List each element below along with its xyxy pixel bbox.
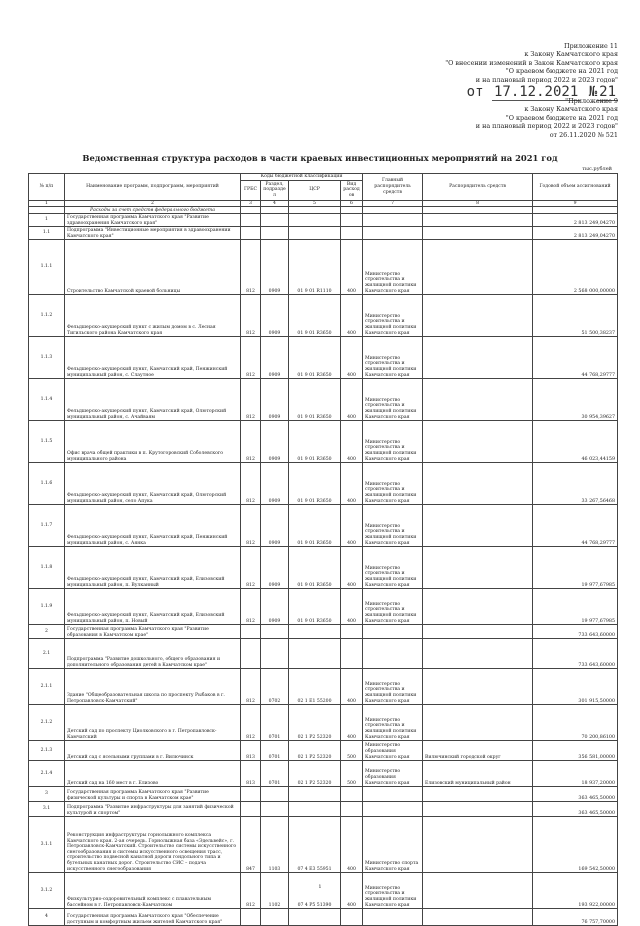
row-gr: [363, 802, 423, 817]
row-name: Государственная программа Камчатского края "Обеспечение доступным и комфортным жильем жителей Камчатского края": [65, 909, 241, 926]
row-name: Фельдшерско-акушерский пункт, Камчатский край, Олюторский муниципальный район, село Апука: [65, 463, 241, 505]
date-prefix: от: [466, 84, 484, 100]
row-num: 2.1.3: [29, 741, 65, 761]
row-csr: 01 9 01 R3650: [289, 421, 341, 463]
row-grbs: 812: [241, 463, 261, 505]
row-csr: 01 9 01 R3650: [289, 337, 341, 379]
row-volume: 70 200,86100: [533, 705, 618, 741]
row-grbs: 812: [241, 337, 261, 379]
row-gr: Министерство строительства и жилищной политики Камчатского края: [363, 337, 423, 379]
row-volume: 19 977,67985: [533, 589, 618, 625]
col-gr-header: Главный распорядитель средств: [363, 174, 423, 201]
row-csr: [289, 625, 341, 639]
row-recipient: [423, 787, 533, 802]
row-csr: 02 1 P2 52320: [289, 761, 341, 787]
row-csr: 02 1 P2 52320: [289, 705, 341, 741]
row-vid: 400: [341, 817, 363, 873]
row-grbs: 812: [241, 295, 261, 337]
row-grbs: 847: [241, 817, 261, 873]
row-recipient: Елизовский муниципальный район: [423, 761, 533, 787]
row-name: Государственная программа Камчатского края "Развитие здравоохранения Камчатского края": [65, 214, 241, 227]
row-razdel: 0909: [261, 547, 289, 589]
row-gr: Министерство спорта Камчатского края: [363, 817, 423, 873]
header-line: и на плановый период 2022 и 2023 годов": [475, 75, 618, 84]
header-top: [445, 42, 618, 84]
row-volume: 363 465,50000: [533, 787, 618, 802]
col-csr-header: ЦСР: [289, 180, 341, 200]
row-vid: [341, 639, 363, 669]
row-razdel: [261, 787, 289, 802]
row-razdel: [261, 909, 289, 926]
row-csr: 01 9 01 R3650: [289, 547, 341, 589]
row-recipient: [423, 227, 533, 240]
row-gr: Министерство строительства и жилищной политики Камчатского края: [363, 295, 423, 337]
row-csr: 01 9 01 R3650: [289, 505, 341, 547]
col-recipient-header: Распорядитель средств: [423, 174, 533, 201]
table-row: [29, 817, 618, 873]
row-vid: [341, 802, 363, 817]
row-grbs: 813: [241, 761, 261, 787]
row-volume: 733 643,60000: [533, 625, 618, 639]
col-vid-header: Вид расходов: [341, 180, 363, 200]
row-num: 3: [29, 787, 65, 802]
row-razdel: [261, 227, 289, 240]
row-csr: 02 1 P2 52320: [289, 741, 341, 761]
row-volume: 301 915,50000: [533, 669, 618, 705]
row-razdel: 0702: [261, 669, 289, 705]
row-recipient: [423, 625, 533, 639]
row-name: Государственная программа Камчатского края "Развитие образования в Камчатском крае": [65, 625, 241, 639]
table-row: [29, 240, 618, 295]
row-gr: Министерство строительства и жилищной политики Камчатского края: [363, 421, 423, 463]
row-volume: 733 643,60000: [533, 639, 618, 669]
row-num: 1.1.1: [29, 240, 65, 295]
table-row: [29, 421, 618, 463]
row-csr: 01 9 01 R3650: [289, 295, 341, 337]
units-label: тыс.рублей: [582, 166, 612, 172]
row-num: 2.1.2: [29, 705, 65, 741]
table-row: [29, 214, 618, 227]
row-razdel: [261, 802, 289, 817]
row-csr: [289, 787, 341, 802]
row-gr: [363, 639, 423, 669]
row-recipient: Вилючинский городской округ: [423, 741, 533, 761]
row-gr: [363, 787, 423, 802]
row-grbs: [241, 787, 261, 802]
row-volume: 44 768,29777: [533, 337, 618, 379]
row-num: 2.1: [29, 639, 65, 669]
header-line: от 26.11.2020 № 521: [549, 130, 618, 139]
document-number: 21: [599, 84, 616, 100]
number-sign: №: [588, 84, 598, 100]
row-name: Здание "Общеобразовательная школа по проспекту Рыбаков в г. Петропавловск-Камчатский": [65, 669, 241, 705]
row-csr: 01 9 01 R3650: [289, 463, 341, 505]
row-gr: Министерство строительства и жилищной политики Камчатского края: [363, 873, 423, 909]
row-num: 1.1.6: [29, 463, 65, 505]
header-line: и на плановый период 2022 и 2023 годов": [475, 122, 618, 131]
row-vid: 500: [341, 761, 363, 787]
row-name: Фельдшерско-акушерский пункт с жилым домом в с. Лесная Тигильского района Камчатского края: [65, 295, 241, 337]
row-csr: 07 4 P5 51390: [289, 873, 341, 909]
row-volume: 76 757,70000: [533, 909, 618, 926]
row-volume: 44 768,29777: [533, 505, 618, 547]
row-recipient: [423, 214, 533, 227]
row-vid: 400: [341, 295, 363, 337]
row-name: Подпрограмма "Развитие дошкольного, общего образования и дополнительного образования детей в Камчатском крае": [65, 639, 241, 669]
row-csr: 07 4 E3 55951: [289, 817, 341, 873]
row-name: Государственная программа Камчатского края "Развитие физической культуры и спорта в Камчатском крае": [65, 787, 241, 802]
row-gr: Министерство строительства и жилищной политики Камчатского края: [363, 589, 423, 625]
section-row: [29, 207, 618, 214]
row-num: 2.1.1: [29, 669, 65, 705]
row-num: 1.1.4: [29, 379, 65, 421]
row-recipient: [423, 295, 533, 337]
header-line: Приложение 11: [564, 42, 618, 50]
row-gr: Министерство строительства и жилищной политики Камчатского края: [363, 379, 423, 421]
row-num: 3.1.1: [29, 817, 65, 873]
row-grbs: 812: [241, 421, 261, 463]
expenditure-table: [28, 173, 618, 926]
row-grbs: 812: [241, 669, 261, 705]
row-gr: [363, 227, 423, 240]
row-razdel: 1102: [261, 873, 289, 909]
row-volume: 363 465,50000: [533, 802, 618, 817]
row-razdel: 0909: [261, 379, 289, 421]
row-razdel: 0909: [261, 463, 289, 505]
row-razdel: 0909: [261, 589, 289, 625]
row-gr: Министерство строительства и жилищной политики Камчатского края: [363, 505, 423, 547]
row-vid: 400: [341, 379, 363, 421]
row-csr: [289, 909, 341, 926]
table-row: [29, 873, 618, 909]
col-name-header: Наименование программ, подпрограмм, мероприятий: [65, 174, 241, 201]
row-name: Офис врача общей практики в п. Крутогоровский Соболевского муниципального района: [65, 421, 241, 463]
row-volume: 19 977,67985: [533, 547, 618, 589]
row-recipient: [423, 873, 533, 909]
row-name: Строительство Камчатской краевой больницы: [65, 240, 241, 295]
col-razdel-header: Раздел, подраздел: [261, 180, 289, 200]
row-num: 1.1.2: [29, 295, 65, 337]
row-num: 1.1.9: [29, 589, 65, 625]
row-name: Подпрограмма "Развитие инфраструктуры для занятий физической культурой и спортом": [65, 802, 241, 817]
header-line: "Приложение 9: [565, 97, 618, 105]
row-csr: 01 9 01 R1110: [289, 240, 341, 295]
row-recipient: [423, 589, 533, 625]
table-row: [29, 761, 618, 787]
row-name: Подпрограмма "Инвестиционные мероприятия в здравоохранении Камчатского края": [65, 227, 241, 240]
table-row: [29, 625, 618, 639]
row-recipient: [423, 379, 533, 421]
table-row: [29, 802, 618, 817]
table-row: [29, 909, 618, 926]
row-volume: 33 267,56468: [533, 463, 618, 505]
table-row: [29, 505, 618, 547]
col-grbs-header: ГРБС: [241, 180, 261, 200]
row-volume: 2 813 249,04270: [533, 214, 618, 227]
row-razdel: 0701: [261, 741, 289, 761]
table-row: [29, 337, 618, 379]
row-gr: Министерство образования Камчатского края: [363, 741, 423, 761]
row-vid: [341, 909, 363, 926]
row-razdel: 0909: [261, 295, 289, 337]
row-grbs: 812: [241, 240, 261, 295]
row-gr: [363, 625, 423, 639]
row-csr: 02 1 E1 55200: [289, 669, 341, 705]
row-gr: [363, 909, 423, 926]
row-volume: 356 581,00000: [533, 741, 618, 761]
row-recipient: [423, 240, 533, 295]
date-value: 17.12.2021: [493, 84, 579, 100]
row-gr: Министерство строительства и жилищной политики Камчатского края: [363, 240, 423, 295]
row-vid: 400: [341, 589, 363, 625]
row-razdel: 0701: [261, 761, 289, 787]
col-number: 3: [241, 200, 261, 207]
row-vid: 400: [341, 547, 363, 589]
col-number: 1: [29, 200, 65, 207]
col-num-header: № п/п: [29, 174, 65, 201]
row-vid: 400: [341, 463, 363, 505]
table-row: [29, 589, 618, 625]
row-razdel: 0701: [261, 705, 289, 741]
row-num: 1: [29, 214, 65, 227]
document-title: Ведомственная структура расходов в части краевых инвестиционных мероприятий на 2021 год: [82, 153, 558, 163]
row-vid: [341, 214, 363, 227]
table-row: [29, 295, 618, 337]
row-recipient: [423, 421, 533, 463]
header-line: "О краевом бюджете на 2021 год: [505, 67, 618, 76]
row-num: 2: [29, 625, 65, 639]
row-gr: Министерство строительства и жилищной политики Камчатского края: [363, 547, 423, 589]
table-row: [29, 705, 618, 741]
row-grbs: [241, 214, 261, 227]
row-csr: [289, 214, 341, 227]
table-header: [29, 174, 618, 207]
row-volume: 169 542,50000: [533, 817, 618, 873]
row-vid: 400: [341, 873, 363, 909]
row-name: Детский сад с ясельными группами в г. Вилючинск: [65, 741, 241, 761]
row-volume: 193 922,00000: [533, 873, 618, 909]
row-recipient: [423, 547, 533, 589]
row-num: 1.1.7: [29, 505, 65, 547]
row-csr: 01 9 01 R3650: [289, 589, 341, 625]
row-razdel: [261, 214, 289, 227]
row-razdel: 1103: [261, 817, 289, 873]
row-vid: 400: [341, 240, 363, 295]
table-row: [29, 669, 618, 705]
row-num: 1.1.3: [29, 337, 65, 379]
row-volume: 18 937,20000: [533, 761, 618, 787]
page-number: 1: [318, 884, 322, 890]
row-recipient: [423, 639, 533, 669]
row-grbs: [241, 625, 261, 639]
col-volume-header: Годовой объем ассигнований: [533, 174, 618, 201]
row-vid: [341, 625, 363, 639]
col-codes-group-header: Коды бюджетной классификации: [241, 174, 363, 181]
row-vid: 400: [341, 505, 363, 547]
row-num: 1.1: [29, 227, 65, 240]
header-line: к Закону Камчатского края: [524, 105, 618, 114]
row-recipient: [423, 802, 533, 817]
row-grbs: 812: [241, 705, 261, 741]
row-name: Фельдшерско-акушерский пункт, Камчатский край, Елизовский муниципальный район, п. Новый: [65, 589, 241, 625]
col-number: 2: [65, 200, 241, 207]
row-vid: 500: [341, 741, 363, 761]
row-recipient: [423, 817, 533, 873]
row-razdel: 0909: [261, 240, 289, 295]
row-gr: Министерство строительства и жилищной политики Камчатского края: [363, 669, 423, 705]
col-number: 8: [423, 200, 533, 207]
row-grbs: [241, 639, 261, 669]
row-num: 3.1: [29, 802, 65, 817]
row-gr: [363, 214, 423, 227]
row-grbs: [241, 227, 261, 240]
header-line: "О внесении изменений в Закон Камчатского края: [445, 58, 618, 67]
row-vid: 400: [341, 705, 363, 741]
row-razdel: 0909: [261, 337, 289, 379]
col-number: 9: [533, 200, 618, 207]
col-number: 4: [261, 200, 289, 207]
row-name: Фельдшерско-акушерский пункт, Камчатский край, Олюторский муниципальный район, с. Ачайваям: [65, 379, 241, 421]
col-number: 6: [341, 200, 363, 207]
row-grbs: 812: [241, 505, 261, 547]
row-vid: 400: [341, 669, 363, 705]
header-line: "О краевом бюджете на 2021 год: [505, 113, 618, 122]
row-name: Реконструкция инфраструктуры горнолыжного комплекса Камчатского края. 2-ая очередь. Горнолыжная база «Эдельвейс», г. Петропавловск-Камчатский. Строительство системы искусственного снегообразования и системы искусственного освещения трасс, строительство подвесной канатной дороги гондольного типа и бугельных канатных дорог. Строительство СИС – подача искусственного снегообразования: [65, 817, 241, 873]
row-num: 2.1.4: [29, 761, 65, 787]
row-name: Фельдшерско-акушерский пункт, Камчатский край, Елизовский муниципальный район, п. Вулканный: [65, 547, 241, 589]
row-grbs: 812: [241, 873, 261, 909]
row-vid: 400: [341, 337, 363, 379]
section-title: Расходы за счет средств федерального бюджета: [65, 207, 241, 214]
row-num: 4: [29, 909, 65, 926]
row-csr: [289, 639, 341, 669]
table-row: [29, 379, 618, 421]
row-num: 1.1.8: [29, 547, 65, 589]
table-row: [29, 741, 618, 761]
row-grbs: 812: [241, 589, 261, 625]
row-razdel: 0909: [261, 505, 289, 547]
row-name: Фельдшерско-акушерский пункт, Камчатский край, Пенжинский муниципальный район, с. Аянка: [65, 505, 241, 547]
row-volume: 46 023,44159: [533, 421, 618, 463]
row-volume: 2 568 000,00000: [533, 240, 618, 295]
row-csr: 01 9 01 R3650: [289, 379, 341, 421]
row-razdel: 0909: [261, 421, 289, 463]
row-csr: [289, 802, 341, 817]
header-bottom: [476, 97, 618, 139]
row-gr: Министерство образования Камчатского края: [363, 761, 423, 787]
row-volume: 51 500,38237: [533, 295, 618, 337]
row-num: 3.1.2: [29, 873, 65, 909]
row-name: Физкультурно-оздоровительный комплекс с плавательным бассейном в г. Петропавловск-Камчатском: [65, 873, 241, 909]
header-line: к Закону Камчатского края: [524, 50, 618, 59]
row-num: 1.1.5: [29, 421, 65, 463]
row-gr: Министерство строительства и жилищной политики Камчатского края: [363, 463, 423, 505]
row-recipient: [423, 337, 533, 379]
row-grbs: [241, 802, 261, 817]
row-name: Фельдшерско-акушерский пункт, Камчатский край, Пенжинский муниципальный район, с. Слаутное: [65, 337, 241, 379]
row-csr: [289, 227, 341, 240]
col-number: 5: [289, 200, 341, 207]
column-number-row: [29, 200, 618, 207]
row-grbs: 812: [241, 547, 261, 589]
row-vid: [341, 787, 363, 802]
table-row: [29, 547, 618, 589]
table-row: [29, 639, 618, 669]
row-razdel: [261, 625, 289, 639]
row-grbs: 813: [241, 741, 261, 761]
row-volume: 30 954,39627: [533, 379, 618, 421]
section-empty-cell: [29, 207, 65, 214]
row-recipient: [423, 669, 533, 705]
col-number: 7: [363, 200, 423, 207]
table-body: [29, 207, 618, 926]
row-name: Детский сад на 160 мест в г. Елизово: [65, 761, 241, 787]
row-recipient: [423, 909, 533, 926]
row-recipient: [423, 505, 533, 547]
row-vid: 400: [341, 421, 363, 463]
row-volume: 2 813 249,04270: [533, 227, 618, 240]
row-recipient: [423, 705, 533, 741]
table-row: [29, 787, 618, 802]
row-razdel: [261, 639, 289, 669]
row-grbs: [241, 909, 261, 926]
row-gr: Министерство строительства и жилищной политики Камчатского края: [363, 705, 423, 741]
row-recipient: [423, 463, 533, 505]
row-grbs: 812: [241, 379, 261, 421]
table-row: [29, 463, 618, 505]
row-vid: [341, 227, 363, 240]
row-name: Детский сад по проспекту Циолковского в г. Петропавловск-Камчатский: [65, 705, 241, 741]
table-row: [29, 227, 618, 240]
